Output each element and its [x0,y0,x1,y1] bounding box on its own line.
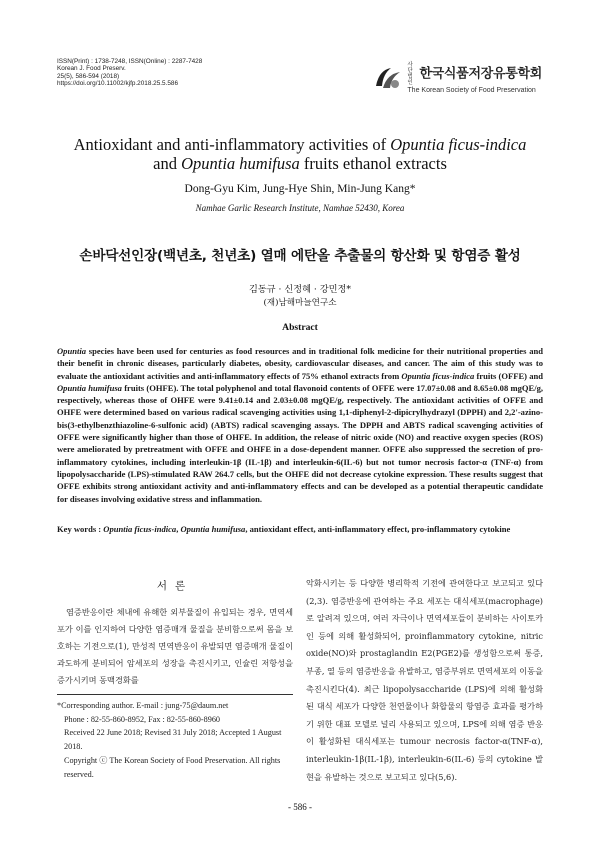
doi-link[interactable]: https://doi.org/10.11002/kjfp.2018.25.5.586 [57,80,179,88]
intro-left-column [57,604,293,689]
journal-metadata [57,58,317,88]
logo-name-ko: 한국식품저장유통학회 [419,66,542,82]
footnote-divider [57,694,293,695]
authors-en: Dong-Gyu Kim, Jung-Hye Shin, Min-Jung Kang* [184,183,416,195]
paragraph: 염증반응이란 체내에 유해한 외부물질이 유입되는 경우, 면역세포가 이를 인지하여 다양한 염증매개 물질을 분비함으로써 몸을 보호하는 기전으로(1), 만성적 면역반응이 유발되면 염증매개 물질이 과도하게 분비되어 암세포의 성장을 촉진시키고, 인슐린 저항성을 증가시키며 동맥경화를 [57,607,293,685]
logo-name-en: The Korean Society of Food Preservation [407,87,536,94]
species-name: Opuntia ficus-indica [390,135,527,154]
corresponding-author: *Corresponding author. E-mail : jung-75@daum.net [57,701,229,710]
section-heading-intro: 서론 [156,580,194,592]
abstract-heading: Abstract [282,322,318,333]
footnote [57,699,293,781]
authors-ko: 김동규 · 신정혜 · 강민정* [249,284,351,295]
paragraph: 악화시키는 등 다양한 병리학적 기전에 관여한다고 보고되고 있다(2,3). 염증반응에 관여하는 주요 세포는 대식세포(macrophage)로 알려져 있으며, 여러 자극이나 면역세포들이 분비하는 사이토카인 등에 의해 활성화되어, proinflammatory cytokine, nitric oxide(NO)와 prostaglandin E2(PGE2)를 생성함으로써 통증, 부종, 열 등의 염증반응을 유발하고, 염증부위로 면역세포의 이동을 촉진시킨다(4). 최근 lipopolysaccharide (LPS)에 의해 활성화된 대식 세포가 다양한 천연물이나 화합물의 항염증 효과를 평가하기 위한 대표 모델로 널리 사용되고 있으며, LPS에 의해 염증 반응이 활성화된 대식세포는 tumour necrosis factor-α(TNF-α), interleukin-1β(IL-1β), interleukin-6(IL-6) 등의 cytokine 발현을 유발하는 것으로 보고되고 있다(5,6). [306,578,543,782]
intro-right-column [306,575,543,786]
species-name: Opuntia humifusa [181,154,300,173]
page-number: - 586 - [288,802,312,812]
abstract-body: Opuntia species have been used for centuries as food resources and in traditional folk medicine for their nutritional properties and their benefit in chronic diseases, particularly diabetes, obesity, cardiovascular diseases, and cancer. The aim of this study was to evaluate the antioxidant activities and anti-inflammatory effects of 75% ethanol extracts from Opuntia ficus-indica fruits (OFFE) and Opuntia humifusa fruits (OHFE). The total polyphenol and total flavonoid contents of OFFE were 17.07±0.08 and 8.65±0.08 mgQE/g, respectively, whereas those of OHFE were 9.41±0.14 and 2.03±0.08 mgQE/g, respectively. The antioxidant activities of OFFE and OHFE were determined based on various radical scavenging activities using 1,1-diphenyl-2-dipicrylhydrazyl (DPPH) and 2,2'-azino-bis(3-ethylbenzthiazoline-6-sulfonic acid) (ABTS) radical scavenging assays. The DPPH and ABTS radical scavenging activities of OFFE were significantly higher than those of OHFE. In addition, the release of nitric oxide (NO) and reactive oxygen species (ROS) were ameliorated by pretreatment with OFFE and OHFE in a dose-dependent manner. OFFE also suppressed the secretion of pro-inflammatory cytokines, including interleukin-1β (IL-1β) and interleukin-6(IL-6) but not tumor necrosis factor-α (TNF-α) from lipopolysaccharide (LPS)-stimulated RAW 264.7 cells, but the OHFE did not decrease cytokine expression. These results suggest that OFFE exhibits strong antioxidant activity and anti-inflammatory effects and can be developed as a potential therapeutic candidate for diseases involving oxidative stress and inflammation. [57,346,543,504]
volume-line: 25(5), 586-594 (2018) [57,72,120,80]
journal-name: Korean J. Food Preserv. [57,65,126,73]
paper-title-en: Antioxidant and anti-inflammatory activities of Opuntia ficus-indica and Opuntia humifusa fruits ethanol extracts [73,135,527,173]
society-emblem-icon [373,64,403,92]
affiliation-en: Namhae Garlic Research Institute, Namhae 52430, Korea [195,203,405,213]
keywords: Key words : Opuntia ficus-indica, Opuntia humifusa, antioxidant effect, anti-inflammatory effect, pro-inflammatory cytokine [57,524,511,534]
paper-title-ko: 손바닥선인장(백년초, 천년초) 열매 에탄올 추출물의 항산화 및 항염증 활성 [79,248,521,264]
issn-line: ISSN(Print) : 1738-7248, ISSN(Online) : 2287-7428 [57,58,203,65]
received-dates: Received 22 June 2018; Revised 31 July 2018; Accepted 1 August 2018. [64,728,282,752]
society-logo [373,62,542,94]
logo-prefix: 사단법인 [407,62,413,86]
contact-phone: Phone : 82-55-860-8952, Fax : 82-55-860-8960 [64,714,221,724]
affiliation-ko: (재)남해마늘연구소 [263,298,337,308]
copyright: Copyright ⓒ The Korean Society of Food Preservation. All rights reserved. [64,755,281,779]
